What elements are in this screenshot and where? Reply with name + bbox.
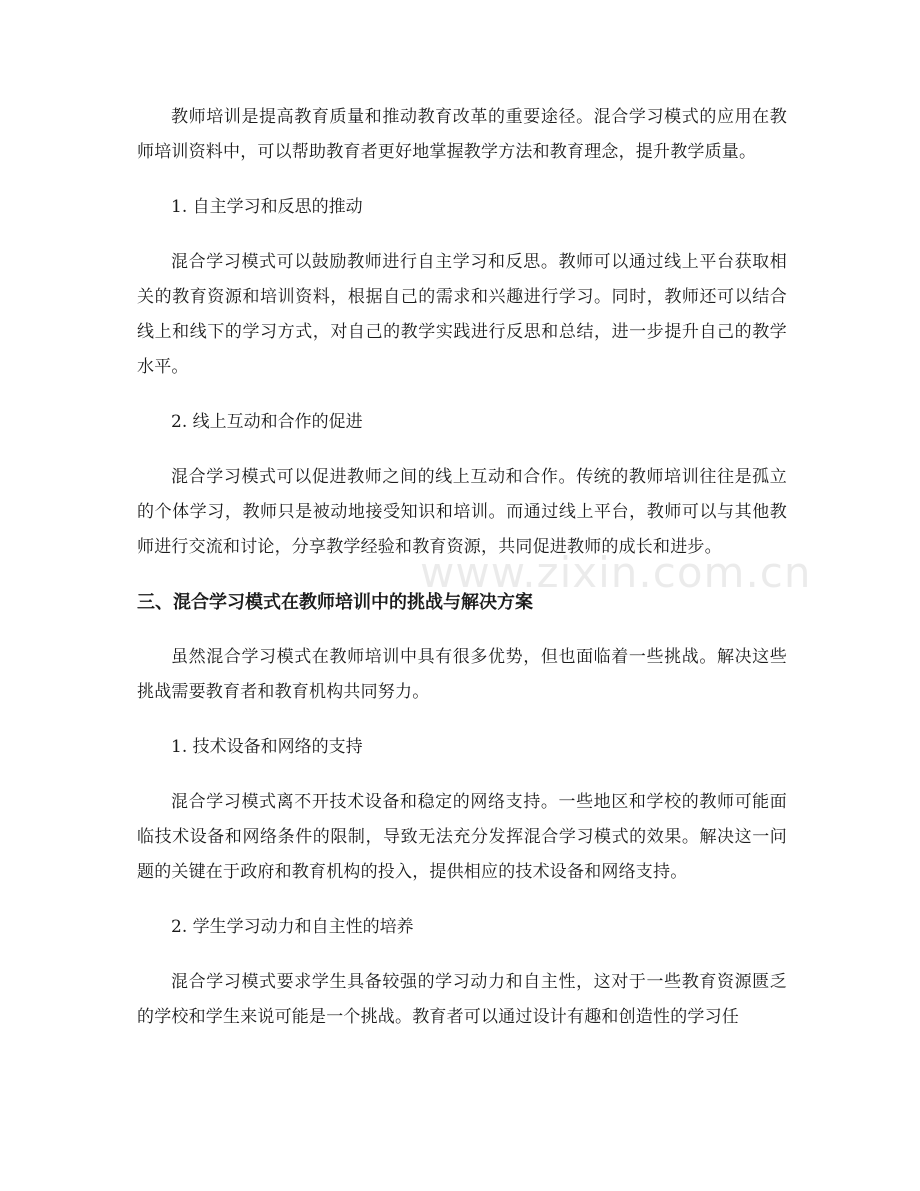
- challenges-intro-paragraph: 虽然混合学习模式在教师培训中具有很多优势，但也面临着一些挑战。解决这些挑战需要教育者和教育机构共同努力。: [137, 647, 787, 702]
- self-study-paragraph: 混合学习模式可以鼓励教师进行自主学习和反思。教师可以通过线上平台获取相关的教育资源和培训资料，根据自己的需求和兴趣进行学习。同时，教师还可以结合线上和线下的学习方式，对自己的教学实践进行反思和总结，进一步提升自己的教学水平。: [137, 252, 787, 377]
- online-interaction-paragraph: 混合学习模式可以促进教师之间的线上互动和合作。传统的教师培训往往是孤立的个体学习，教师只是被动地接受知识和培训。而通过线上平台，教师可以与其他教师进行交流和讨论，分享教学经验和教育资源，共同促进教师的成长和进步。: [137, 467, 787, 557]
- intro-paragraph: 教师培训是提高教育质量和推动教育改革的重要途径。混合学习模式的应用在教师培训资料中，可以帮助教育者更好地掌握教学方法和教育理念，提升教学质量。: [137, 107, 787, 162]
- watermark-text: www.zixin.com.cn: [420, 548, 812, 597]
- subheading-tech-support: 1. 技术设备和网络的支持: [171, 737, 363, 757]
- tech-support-paragraph: 混合学习模式离不开技术设备和稳定的网络支持。一些地区和学校的教师可能面临技术设备和网络条件的限制，导致无法充分发挥混合学习模式的效果。解决这一问题的关键在于政府和教育机构的投入，提供相应的技术设备和网络支持。: [137, 792, 787, 882]
- section-heading-challenges: 三、混合学习模式在教师培训中的挑战与解决方案: [137, 592, 533, 613]
- subheading-student-motivation: 2. 学生学习动力和自主性的培养: [171, 917, 414, 937]
- subheading-self-study: 1. 自主学习和反思的推动: [171, 197, 363, 217]
- subheading-online-interaction: 2. 线上互动和合作的促进: [171, 412, 363, 432]
- student-motivation-paragraph: 混合学习模式要求学生具备较强的学习动力和自主性，这对于一些教育资源匮乏的学校和学生来说可能是一个挑战。教育者可以通过设计有趣和创造性的学习任: [137, 972, 787, 1027]
- document-body: [137, 100, 787, 1055]
